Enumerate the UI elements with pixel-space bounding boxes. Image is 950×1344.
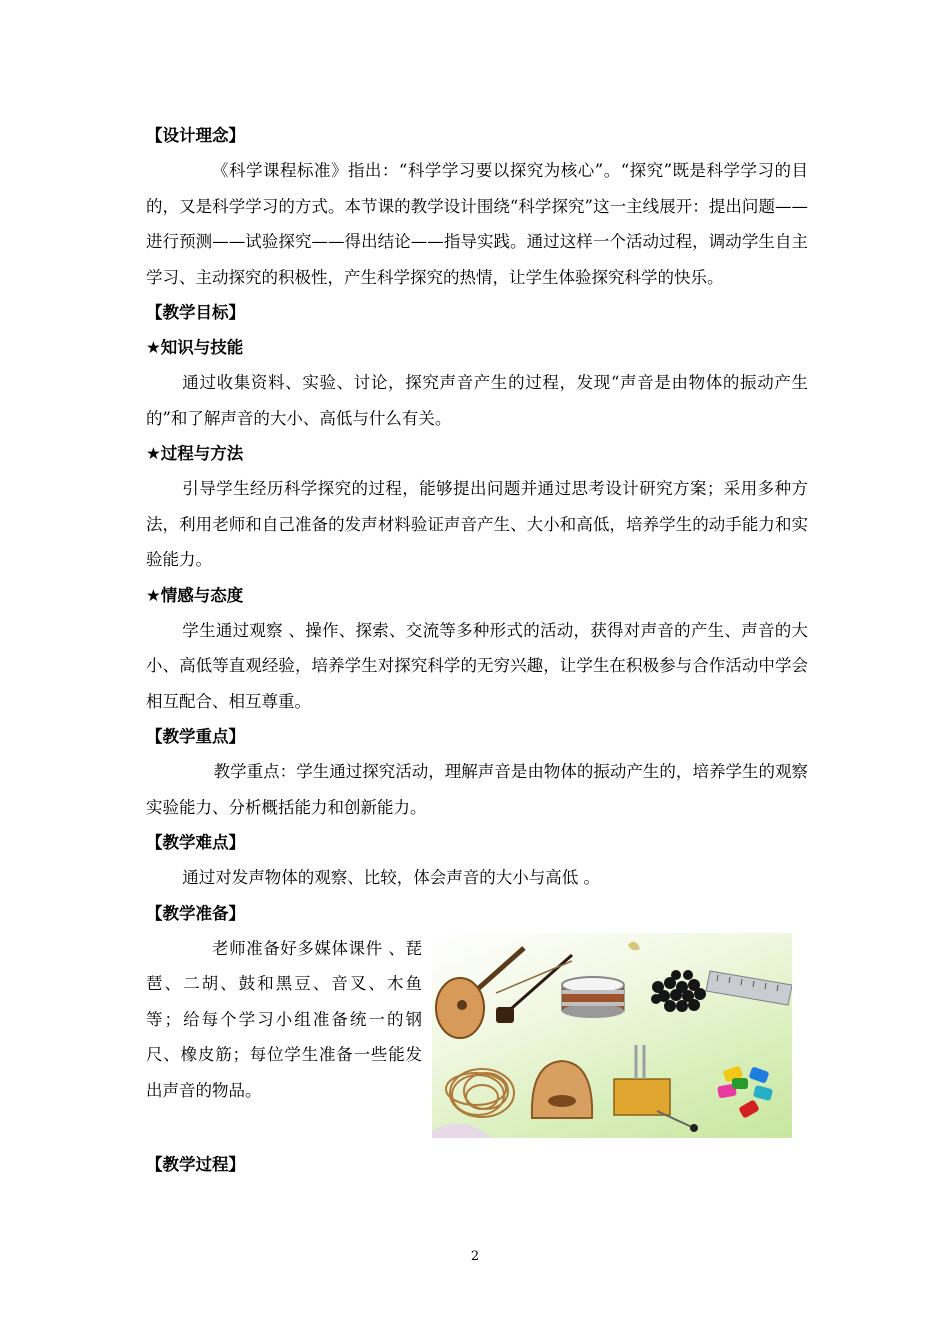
paragraph-knowledge-skills: 通过收集资料、实验、讨论，探究声音产生的过程，发现“声音是由物体的振动产生的”和了解声音的大小、高低与什么有关。 <box>146 373 808 428</box>
instruments-photo <box>432 933 792 1138</box>
black-beans-icon <box>651 970 706 1012</box>
tuning-fork-icon <box>614 1045 698 1132</box>
heading-teaching-goals: 【教学目标】 <box>146 303 245 322</box>
paragraph-key-points: 教学重点：学生通过探究活动，理解声音是由物体的振动产生的，培养学生的观察实验能力、分析概括能力和创新能力。 <box>146 762 808 817</box>
paragraph-process-methods: 引导学生经历科学探究的过程，能够提出问题并通过思考设计研究方案；采用多种方法，利用老师和自己准备的发声材料验证声音产生、大小和高低，培养学生的动手能力和实验能力。 <box>146 479 808 569</box>
wooden-fish-icon <box>532 1061 592 1118</box>
paragraph-design-concept: 《科学课程标准》指出：“科学学习要以探究为核心”。“探究”既是科学学习的目的，又是科学学习的方式。本节课的教学设计围绕“科学探究”这一主线展开：提出问题——进行预测——试验探究——得出结论——指导实践。通过这样一个活动过程，调动学生自主学习、主动探究的积极性，产生科学探究的热情，让学生体验探究科学的快乐。 <box>146 161 808 287</box>
pipa-icon <box>436 948 524 1038</box>
petal-icon <box>432 1123 492 1138</box>
page-number: 2 <box>470 1249 480 1264</box>
subheading-knowledge-skills: ★知识与技能 <box>146 338 244 357</box>
heading-preparation: 【教学准备】 <box>146 903 245 923</box>
subheading-process-methods: ★过程与方法 <box>146 444 244 463</box>
heading-difficulty: 【教学难点】 <box>146 833 245 852</box>
paragraph-emotion-attitude: 学生通过观察 、操作、探索、交流等多种形式的活动，获得对声音的产生、声音的大小、高低等直观经验，培养学生对探究科学的无穷兴趣，让学生在积极参与合作活动中学会相互配合、相互尊重。 <box>146 620 808 711</box>
rubber-bands-icon <box>446 1069 514 1117</box>
heading-design-concept: 【设计理念】 <box>146 126 245 145</box>
whistles-icon <box>717 1065 773 1118</box>
subheading-emotion-attitude: ★情感与态度 <box>146 585 244 605</box>
steel-ruler-icon <box>706 971 792 1005</box>
paragraph-preparation: 老师准备好多媒体课件 、琵琶、二胡、鼓和黑豆、音叉、木鱼等；给每个学习小组准备统一的钢尺、橡皮筋；每位学生准备一些能发出声音的物品。 <box>146 938 422 1100</box>
preparation-block <box>146 931 808 1147</box>
heading-teaching-process: 【教学过程】 <box>146 1154 245 1174</box>
paragraph-difficulty: 通过对发声物体的观察、比较，体会声音的大小与高低 。 <box>182 868 601 887</box>
document-page <box>146 118 808 1182</box>
leaf-icon <box>628 941 640 950</box>
drum-icon <box>562 977 624 1018</box>
heading-key-points: 【教学重点】 <box>146 727 245 746</box>
